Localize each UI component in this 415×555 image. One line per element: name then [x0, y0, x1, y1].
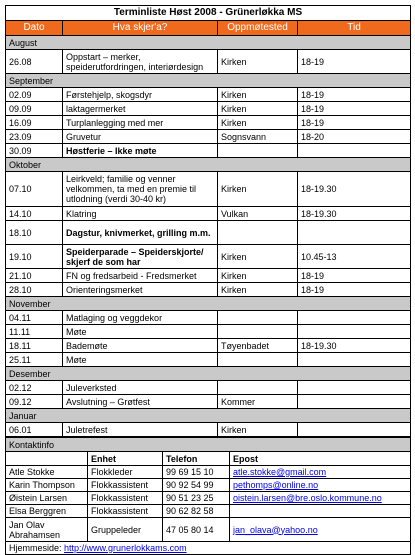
event-description: Avslutning – Grøtfest: [63, 395, 218, 409]
contact-unit: Flokkassistent: [88, 492, 163, 505]
event-description: Gruvetur: [63, 130, 218, 144]
event-description: Møte: [63, 353, 218, 367]
event-time: [298, 395, 411, 409]
event-description: Juleverksted: [63, 381, 218, 395]
event-date: 16.09: [6, 116, 63, 130]
event-time: 18-19: [298, 88, 411, 102]
contact-name: Atle Stokke: [6, 466, 88, 479]
event-date: 21.10: [6, 269, 63, 283]
event-date: 25.11: [6, 353, 63, 367]
event-description: Orienteringsmerket: [63, 283, 218, 297]
section-label: August: [6, 36, 411, 50]
contact-phone: 47 05 80 14: [163, 518, 230, 542]
event-row: [6, 311, 411, 325]
event-description: Førstehjelp, skogsdyr: [63, 88, 218, 102]
event-description: Bademøte: [63, 339, 218, 353]
contact-header-phone: Telefon: [163, 452, 230, 466]
event-time: 18-19.30: [298, 207, 411, 221]
section-row-august: [6, 36, 411, 50]
event-place: [218, 381, 298, 395]
contact-name: Øistein Larsen: [6, 492, 88, 505]
event-row: [6, 207, 411, 221]
event-description: FN og fredsarbeid - Fredsmerket: [63, 269, 218, 283]
contact-email-link[interactable]: atle.stokke@gmail.com: [233, 467, 327, 477]
contact-phone: 99 69 15 10: [163, 466, 230, 479]
contact-phone: 90 62 82 58: [163, 505, 230, 518]
event-row: [6, 102, 411, 116]
event-place: Tøyenbadet: [218, 339, 298, 353]
contact-unit: Flokkassistent: [88, 505, 163, 518]
event-date: 04.11: [6, 311, 63, 325]
event-time: [298, 144, 411, 158]
contact-unit: Flokkleder: [88, 466, 163, 479]
event-row: [6, 395, 411, 409]
contact-header-blank: [6, 452, 88, 466]
contact-name: Karin Thompson: [6, 479, 88, 492]
event-place: Kirken: [218, 269, 298, 283]
event-place: [218, 311, 298, 325]
event-row: [6, 88, 411, 102]
event-place: Vulkan: [218, 207, 298, 221]
event-time: [298, 311, 411, 325]
section-label: Desember: [6, 367, 411, 381]
event-date: 30.09: [6, 144, 63, 158]
event-description: Matlaging og veggdekor: [63, 311, 218, 325]
col-header-place: Oppmøtested: [218, 21, 298, 36]
event-time: [298, 381, 411, 395]
event-time: [298, 221, 411, 245]
contact-phone: 90 51 23 25: [163, 492, 230, 505]
col-header-date: Dato: [6, 21, 63, 36]
event-place: Kirken: [218, 88, 298, 102]
schedule-table: [5, 5, 411, 437]
event-date: 11.11: [6, 325, 63, 339]
event-date: 02.09: [6, 88, 63, 102]
event-place: Kirken: [218, 245, 298, 269]
event-date: 18.10: [6, 221, 63, 245]
event-place: [218, 325, 298, 339]
event-row: [6, 339, 411, 353]
event-date: 09.12: [6, 395, 63, 409]
event-description: Juletrefest: [63, 423, 218, 437]
contact-email-link[interactable]: pethomps@online.no: [233, 480, 319, 490]
header-row: [6, 21, 411, 36]
event-date: 23.09: [6, 130, 63, 144]
section-label: Januar: [6, 409, 411, 423]
contact-email-link[interactable]: jan_olava@yahoo.no: [233, 524, 318, 535]
event-time: 18-19.30: [298, 172, 411, 207]
event-place: Kirken: [218, 116, 298, 130]
event-place: Sognsvann: [218, 130, 298, 144]
contact-unit: Flokkassistent: [88, 479, 163, 492]
homepage-label: Hjemmeside:: [9, 543, 62, 553]
event-row: [6, 144, 411, 158]
contact-row: [6, 479, 411, 492]
contact-header-unit: Enhet: [88, 452, 163, 466]
contact-table: [5, 437, 411, 555]
event-row: [6, 221, 411, 245]
event-row: [6, 423, 411, 437]
event-place: Kirken: [218, 172, 298, 207]
event-row: [6, 116, 411, 130]
event-description: Oppstart – merker, speiderutfordringen, interiørdesign: [63, 50, 218, 74]
col-header-what: Hva skjer'a?: [63, 21, 218, 36]
event-description: Dagstur, knivmerket, grilling m.m.: [63, 221, 218, 245]
event-time: 18-19.30: [298, 339, 411, 353]
event-description: Leirkveld; familie og venner velkommen, ta med en premie til utlodning (verdi 30-40 kr): [63, 172, 218, 207]
event-place: Kirken: [218, 423, 298, 437]
event-row: [6, 50, 411, 74]
event-time: 18-19: [298, 102, 411, 116]
contact-email-link[interactable]: oistein.larsen@bre.oslo.kommune.no: [233, 493, 382, 503]
contact-heading: Kontaktinfo: [6, 438, 411, 452]
document-title: Terminliste Høst 2008 - Grünerløkka MS: [6, 6, 411, 21]
event-time: 18-19: [298, 283, 411, 297]
contact-name: Elsa Berggren: [6, 505, 88, 518]
event-row: [6, 353, 411, 367]
section-row-desember: [6, 367, 411, 381]
event-time: [298, 325, 411, 339]
section-row-november: [6, 297, 411, 311]
event-description: Klatring: [63, 207, 218, 221]
event-time: 18-19: [298, 269, 411, 283]
event-time: 10.45-13: [298, 245, 411, 269]
event-date: 19.10: [6, 245, 63, 269]
contact-phone: 90 92 54 99: [163, 479, 230, 492]
event-description: Møte: [63, 325, 218, 339]
event-date: 26.08: [6, 50, 63, 74]
col-header-time: Tid: [298, 21, 411, 36]
event-description: laktagermerket: [63, 102, 218, 116]
event-row: [6, 172, 411, 207]
event-row: [6, 269, 411, 283]
event-place: Kommer: [218, 395, 298, 409]
event-date: 28.10: [6, 283, 63, 297]
section-row-september: [6, 74, 411, 88]
contact-header-email: Epost: [230, 452, 411, 466]
event-place: [218, 221, 298, 245]
homepage-link[interactable]: http://www.grunerlokkams.com: [64, 543, 187, 553]
contact-email-empty: [230, 505, 411, 518]
event-place: Kirken: [218, 102, 298, 116]
contact-row: [6, 466, 411, 479]
event-row: [6, 325, 411, 339]
event-time: [298, 353, 411, 367]
section-row-januar: [6, 409, 411, 423]
section-label: November: [6, 297, 411, 311]
section-row-oktober: [6, 158, 411, 172]
event-date: 02.12: [6, 381, 63, 395]
event-time: 18-19: [298, 116, 411, 130]
event-date: 18.11: [6, 339, 63, 353]
event-date: 14.10: [6, 207, 63, 221]
event-description: Turplanlegging med mer: [63, 116, 218, 130]
event-row: [6, 283, 411, 297]
contact-name: Jan Olav Abrahamsen: [6, 518, 88, 542]
event-time: 18-19: [298, 50, 411, 74]
event-row: [6, 381, 411, 395]
event-description: Høstferie – Ikke møte: [63, 144, 218, 158]
event-description: Speiderparade – Speiderskjorte/ skjerf de som har: [63, 245, 218, 269]
contact-header-row: [6, 452, 411, 466]
event-place: [218, 353, 298, 367]
event-row: [6, 245, 411, 269]
schedule-document: [5, 5, 410, 555]
event-date: 09.09: [6, 102, 63, 116]
event-date: 06.01: [6, 423, 63, 437]
event-time: 18-20: [298, 130, 411, 144]
contact-row: [6, 492, 411, 505]
event-place: [218, 144, 298, 158]
event-row: [6, 130, 411, 144]
homepage-row: [6, 542, 411, 555]
event-place: Kirken: [218, 283, 298, 297]
event-date: 07.10: [6, 172, 63, 207]
section-label: September: [6, 74, 411, 88]
section-label: Oktober: [6, 158, 411, 172]
event-place: Kirken: [218, 50, 298, 74]
event-time: [298, 423, 411, 437]
contact-unit: Gruppeleder: [88, 518, 163, 542]
contact-row: [6, 505, 411, 518]
